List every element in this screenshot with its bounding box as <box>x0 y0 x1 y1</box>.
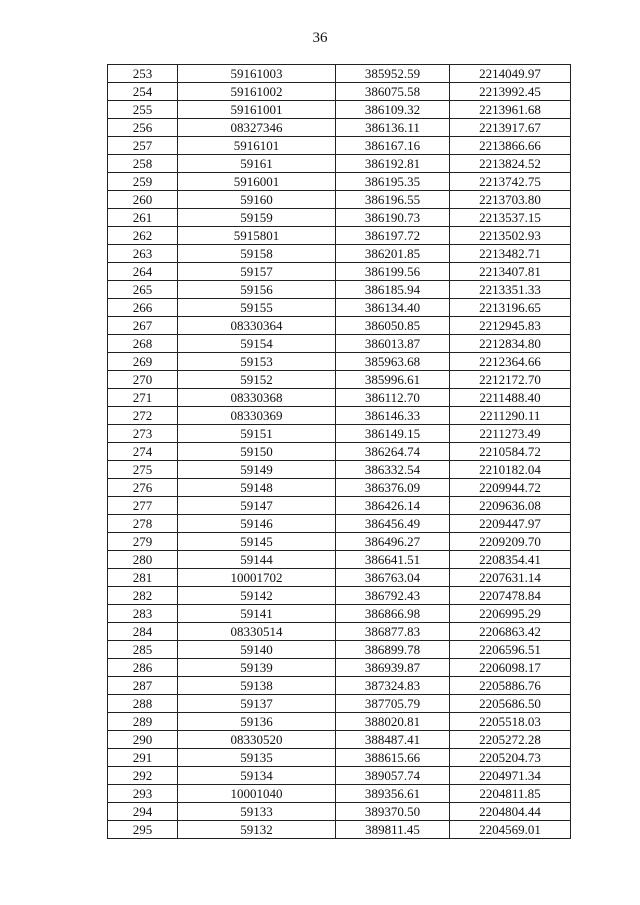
table-row <box>108 119 571 137</box>
x-coordinate-cell: 385963.68 <box>336 353 450 371</box>
x-coordinate-cell: 386146.33 <box>336 407 450 425</box>
point-id-cell: 59159 <box>178 209 336 227</box>
x-coordinate-cell: 388487.41 <box>336 731 450 749</box>
row-number-cell: 276 <box>108 479 178 497</box>
y-coordinate-cell: 2213961.68 <box>450 101 571 119</box>
row-number-cell: 278 <box>108 515 178 533</box>
row-number-cell: 285 <box>108 641 178 659</box>
table-row <box>108 389 571 407</box>
row-number-cell: 292 <box>108 767 178 785</box>
x-coordinate-cell: 386109.32 <box>336 101 450 119</box>
y-coordinate-cell: 2212834.80 <box>450 335 571 353</box>
row-number-cell: 263 <box>108 245 178 263</box>
x-coordinate-cell: 386264.74 <box>336 443 450 461</box>
x-coordinate-cell: 386192.81 <box>336 155 450 173</box>
table-row <box>108 137 571 155</box>
y-coordinate-cell: 2209636.08 <box>450 497 571 515</box>
point-id-cell: 08330369 <box>178 407 336 425</box>
x-coordinate-cell: 386136.11 <box>336 119 450 137</box>
table-row <box>108 749 571 767</box>
y-coordinate-cell: 2204971.34 <box>450 767 571 785</box>
y-coordinate-cell: 2205886.76 <box>450 677 571 695</box>
y-coordinate-cell: 2209447.97 <box>450 515 571 533</box>
row-number-cell: 256 <box>108 119 178 137</box>
row-number-cell: 282 <box>108 587 178 605</box>
x-coordinate-cell: 389370.50 <box>336 803 450 821</box>
y-coordinate-cell: 2212364.66 <box>450 353 571 371</box>
table-row <box>108 281 571 299</box>
point-id-cell: 59135 <box>178 749 336 767</box>
point-id-cell: 10001040 <box>178 785 336 803</box>
y-coordinate-cell: 2205204.73 <box>450 749 571 767</box>
table-row <box>108 83 571 101</box>
x-coordinate-cell: 386167.16 <box>336 137 450 155</box>
table-row <box>108 101 571 119</box>
table-row <box>108 731 571 749</box>
table-row <box>108 65 571 83</box>
table-row <box>108 425 571 443</box>
table-row <box>108 641 571 659</box>
y-coordinate-cell: 2213196.65 <box>450 299 571 317</box>
point-id-cell: 08330368 <box>178 389 336 407</box>
row-number-cell: 288 <box>108 695 178 713</box>
y-coordinate-cell: 2206596.51 <box>450 641 571 659</box>
point-id-cell: 5916001 <box>178 173 336 191</box>
point-id-cell: 59136 <box>178 713 336 731</box>
row-number-cell: 272 <box>108 407 178 425</box>
row-number-cell: 264 <box>108 263 178 281</box>
x-coordinate-cell: 386013.87 <box>336 335 450 353</box>
y-coordinate-cell: 2213351.33 <box>450 281 571 299</box>
row-number-cell: 269 <box>108 353 178 371</box>
x-coordinate-cell: 389811.45 <box>336 821 450 839</box>
y-coordinate-cell: 2213742.75 <box>450 173 571 191</box>
y-coordinate-cell: 2204569.01 <box>450 821 571 839</box>
point-id-cell: 59151 <box>178 425 336 443</box>
x-coordinate-cell: 386134.40 <box>336 299 450 317</box>
row-number-cell: 257 <box>108 137 178 155</box>
y-coordinate-cell: 2212945.83 <box>450 317 571 335</box>
x-coordinate-cell: 388020.81 <box>336 713 450 731</box>
y-coordinate-cell: 2212172.70 <box>450 371 571 389</box>
x-coordinate-cell: 386332.54 <box>336 461 450 479</box>
y-coordinate-cell: 2213917.67 <box>450 119 571 137</box>
table-row <box>108 479 571 497</box>
table-row <box>108 803 571 821</box>
y-coordinate-cell: 2213992.45 <box>450 83 571 101</box>
y-coordinate-cell: 2205686.50 <box>450 695 571 713</box>
x-coordinate-cell: 385952.59 <box>336 65 450 83</box>
table-row <box>108 191 571 209</box>
table-row <box>108 605 571 623</box>
y-coordinate-cell: 2211273.49 <box>450 425 571 443</box>
row-number-cell: 281 <box>108 569 178 587</box>
table-row <box>108 317 571 335</box>
table-row <box>108 497 571 515</box>
table-row <box>108 407 571 425</box>
x-coordinate-cell: 386641.51 <box>336 551 450 569</box>
y-coordinate-cell: 2213703.80 <box>450 191 571 209</box>
point-id-cell: 5916101 <box>178 137 336 155</box>
point-id-cell: 59149 <box>178 461 336 479</box>
table-row <box>108 443 571 461</box>
table-row <box>108 587 571 605</box>
coordinates-table <box>107 64 571 839</box>
x-coordinate-cell: 386190.73 <box>336 209 450 227</box>
row-number-cell: 255 <box>108 101 178 119</box>
point-id-cell: 59144 <box>178 551 336 569</box>
row-number-cell: 258 <box>108 155 178 173</box>
table-row <box>108 227 571 245</box>
point-id-cell: 59155 <box>178 299 336 317</box>
x-coordinate-cell: 386201.85 <box>336 245 450 263</box>
y-coordinate-cell: 2214049.97 <box>450 65 571 83</box>
point-id-cell: 08330520 <box>178 731 336 749</box>
row-number-cell: 254 <box>108 83 178 101</box>
row-number-cell: 270 <box>108 371 178 389</box>
row-number-cell: 293 <box>108 785 178 803</box>
x-coordinate-cell: 386199.56 <box>336 263 450 281</box>
table-row <box>108 353 571 371</box>
row-number-cell: 259 <box>108 173 178 191</box>
table-row <box>108 677 571 695</box>
row-number-cell: 295 <box>108 821 178 839</box>
table-row <box>108 299 571 317</box>
row-number-cell: 294 <box>108 803 178 821</box>
y-coordinate-cell: 2207631.14 <box>450 569 571 587</box>
point-id-cell: 59161 <box>178 155 336 173</box>
point-id-cell: 59160 <box>178 191 336 209</box>
row-number-cell: 279 <box>108 533 178 551</box>
point-id-cell: 59134 <box>178 767 336 785</box>
x-coordinate-cell: 386196.55 <box>336 191 450 209</box>
y-coordinate-cell: 2206863.42 <box>450 623 571 641</box>
x-coordinate-cell: 387705.79 <box>336 695 450 713</box>
table-row <box>108 785 571 803</box>
y-coordinate-cell: 2210584.72 <box>450 443 571 461</box>
y-coordinate-cell: 2206995.29 <box>450 605 571 623</box>
x-coordinate-cell: 386195.35 <box>336 173 450 191</box>
row-number-cell: 275 <box>108 461 178 479</box>
point-id-cell: 59156 <box>178 281 336 299</box>
x-coordinate-cell: 385996.61 <box>336 371 450 389</box>
point-id-cell: 59139 <box>178 659 336 677</box>
point-id-cell: 08327346 <box>178 119 336 137</box>
point-id-cell: 59158 <box>178 245 336 263</box>
row-number-cell: 283 <box>108 605 178 623</box>
table-row <box>108 209 571 227</box>
point-id-cell: 59161002 <box>178 83 336 101</box>
x-coordinate-cell: 386185.94 <box>336 281 450 299</box>
y-coordinate-cell: 2213502.93 <box>450 227 571 245</box>
x-coordinate-cell: 386149.15 <box>336 425 450 443</box>
y-coordinate-cell: 2205518.03 <box>450 713 571 731</box>
point-id-cell: 59152 <box>178 371 336 389</box>
table-row <box>108 821 571 839</box>
point-id-cell: 5915801 <box>178 227 336 245</box>
x-coordinate-cell: 386456.49 <box>336 515 450 533</box>
y-coordinate-cell: 2210182.04 <box>450 461 571 479</box>
x-coordinate-cell: 386763.04 <box>336 569 450 587</box>
row-number-cell: 273 <box>108 425 178 443</box>
row-number-cell: 287 <box>108 677 178 695</box>
row-number-cell: 271 <box>108 389 178 407</box>
table-row <box>108 461 571 479</box>
point-id-cell: 08330514 <box>178 623 336 641</box>
table-row <box>108 173 571 191</box>
row-number-cell: 289 <box>108 713 178 731</box>
x-coordinate-cell: 387324.83 <box>336 677 450 695</box>
point-id-cell: 10001702 <box>178 569 336 587</box>
x-coordinate-cell: 389356.61 <box>336 785 450 803</box>
row-number-cell: 286 <box>108 659 178 677</box>
table-row <box>108 263 571 281</box>
point-id-cell: 59132 <box>178 821 336 839</box>
y-coordinate-cell: 2204811.85 <box>450 785 571 803</box>
point-id-cell: 59148 <box>178 479 336 497</box>
point-id-cell: 59138 <box>178 677 336 695</box>
table-row <box>108 569 571 587</box>
point-id-cell: 59150 <box>178 443 336 461</box>
row-number-cell: 253 <box>108 65 178 83</box>
x-coordinate-cell: 386866.98 <box>336 605 450 623</box>
table-row <box>108 515 571 533</box>
row-number-cell: 268 <box>108 335 178 353</box>
row-number-cell: 284 <box>108 623 178 641</box>
point-id-cell: 08330364 <box>178 317 336 335</box>
row-number-cell: 265 <box>108 281 178 299</box>
y-coordinate-cell: 2211488.40 <box>450 389 571 407</box>
x-coordinate-cell: 386496.27 <box>336 533 450 551</box>
row-number-cell: 290 <box>108 731 178 749</box>
table-row <box>108 533 571 551</box>
table-row <box>108 371 571 389</box>
row-number-cell: 260 <box>108 191 178 209</box>
x-coordinate-cell: 388615.66 <box>336 749 450 767</box>
point-id-cell: 59153 <box>178 353 336 371</box>
point-id-cell: 59142 <box>178 587 336 605</box>
row-number-cell: 277 <box>108 497 178 515</box>
x-coordinate-cell: 386075.58 <box>336 83 450 101</box>
coordinates-table-body <box>108 65 571 839</box>
x-coordinate-cell: 386792.43 <box>336 587 450 605</box>
table-row <box>108 623 571 641</box>
table-row <box>108 713 571 731</box>
point-id-cell: 59157 <box>178 263 336 281</box>
row-number-cell: 267 <box>108 317 178 335</box>
x-coordinate-cell: 389057.74 <box>336 767 450 785</box>
y-coordinate-cell: 2206098.17 <box>450 659 571 677</box>
y-coordinate-cell: 2213537.15 <box>450 209 571 227</box>
row-number-cell: 280 <box>108 551 178 569</box>
x-coordinate-cell: 386376.09 <box>336 479 450 497</box>
point-id-cell: 59147 <box>178 497 336 515</box>
table-row <box>108 551 571 569</box>
table-row <box>108 659 571 677</box>
y-coordinate-cell: 2209944.72 <box>450 479 571 497</box>
table-row <box>108 767 571 785</box>
y-coordinate-cell: 2213824.52 <box>450 155 571 173</box>
x-coordinate-cell: 386112.70 <box>336 389 450 407</box>
point-id-cell: 59133 <box>178 803 336 821</box>
point-id-cell: 59141 <box>178 605 336 623</box>
y-coordinate-cell: 2205272.28 <box>450 731 571 749</box>
row-number-cell: 274 <box>108 443 178 461</box>
row-number-cell: 291 <box>108 749 178 767</box>
row-number-cell: 262 <box>108 227 178 245</box>
x-coordinate-cell: 386877.83 <box>336 623 450 641</box>
y-coordinate-cell: 2209209.70 <box>450 533 571 551</box>
row-number-cell: 266 <box>108 299 178 317</box>
point-id-cell: 59161003 <box>178 65 336 83</box>
x-coordinate-cell: 386050.85 <box>336 317 450 335</box>
table-row <box>108 335 571 353</box>
x-coordinate-cell: 386426.14 <box>336 497 450 515</box>
y-coordinate-cell: 2208354.41 <box>450 551 571 569</box>
point-id-cell: 59146 <box>178 515 336 533</box>
y-coordinate-cell: 2213866.66 <box>450 137 571 155</box>
x-coordinate-cell: 386899.78 <box>336 641 450 659</box>
y-coordinate-cell: 2207478.84 <box>450 587 571 605</box>
y-coordinate-cell: 2213407.81 <box>450 263 571 281</box>
table-row <box>108 695 571 713</box>
point-id-cell: 59140 <box>178 641 336 659</box>
table-row <box>108 155 571 173</box>
y-coordinate-cell: 2211290.11 <box>450 407 571 425</box>
page-number: 36 <box>312 30 328 46</box>
point-id-cell: 59145 <box>178 533 336 551</box>
point-id-cell: 59161001 <box>178 101 336 119</box>
y-coordinate-cell: 2213482.71 <box>450 245 571 263</box>
y-coordinate-cell: 2204804.44 <box>450 803 571 821</box>
point-id-cell: 59137 <box>178 695 336 713</box>
x-coordinate-cell: 386939.87 <box>336 659 450 677</box>
x-coordinate-cell: 386197.72 <box>336 227 450 245</box>
row-number-cell: 261 <box>108 209 178 227</box>
point-id-cell: 59154 <box>178 335 336 353</box>
table-row <box>108 245 571 263</box>
